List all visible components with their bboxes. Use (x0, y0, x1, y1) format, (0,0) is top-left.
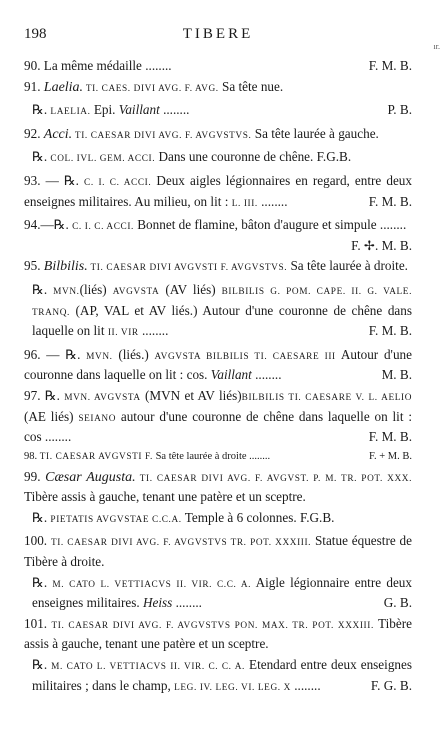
dot-leader: ........ (159, 102, 190, 118)
entry-text: BILBILIS G. POM. CAPE. II. G. VALE. TRANQ. (32, 286, 412, 318)
entry-text: TI. CAESAR DIVI AVG. F. AVGVST. P. M. TR. POT. XXX. (135, 473, 412, 484)
entry-text: AVGVSTA (112, 286, 160, 297)
entry-number: 100. (24, 533, 51, 549)
entry-text: MVN. (53, 286, 80, 297)
entry-number: ℞. (32, 281, 54, 297)
dot-leader: ........ (138, 323, 169, 339)
entry-list (24, 57, 412, 697)
entry-text: SEIANO (78, 413, 117, 424)
entry-text: Vaillant (210, 367, 252, 383)
entry-number: 92. (24, 125, 44, 141)
entry-text: TI. CAESAR DIVI AVG. F. AVGVSTVS. (72, 130, 252, 141)
margin-note: ır. (433, 42, 440, 51)
entry-number: ℞. (32, 149, 51, 165)
catalog-entry (24, 57, 412, 75)
entry-text: Heiss (142, 595, 173, 611)
catalog-entry (24, 101, 412, 122)
entry-number: 91. (24, 78, 44, 94)
entry-text: Sa tête laurée à droite (152, 450, 247, 462)
entry-number: 99. (24, 468, 46, 484)
entry-text: La même médaille (43, 58, 142, 73)
entry-text: Tibère assis à gauche, tenant une patère et un sceptre. (24, 615, 412, 652)
entry-text: (AP, VAL et AV liés.) Autour d'une couronne de chêne dans laquelle on lit (32, 302, 412, 339)
dot-leader: ........ (172, 595, 202, 611)
dot-leader: ........ (246, 450, 271, 462)
entry-text: L. III. (231, 198, 258, 209)
entry-text: Bonnet de flamine, bâton d'augure et simpule (133, 217, 377, 233)
entry-text: Deux aigles légionnaires en regard, entre deux enseignes militaires. Au milieu, on lit : (24, 172, 412, 209)
catalog-entry (24, 509, 412, 530)
collection-reference: F. + M. B. (368, 450, 412, 462)
collection-reference: M. B. (381, 367, 412, 383)
dot-leader: ........ (251, 367, 282, 383)
page-number: 198 (24, 26, 47, 42)
catalog-entry (24, 172, 412, 213)
entry-number: 96. — ℞. (24, 346, 87, 362)
entry-text: (liés) (79, 281, 113, 297)
entry-text: Cæsar Augusta. (45, 469, 136, 485)
entry-text: (AV liés) (159, 281, 222, 297)
entry-text: Tibère assis à gauche, tenant une patère et un sceptre. (24, 489, 306, 505)
collection-reference: F. M. B. (368, 429, 412, 445)
entry-text: C. I. C. ACCI. (84, 177, 152, 188)
catalog-entry (24, 615, 412, 653)
collection-reference: F. M. B. (368, 58, 412, 73)
entry-number: 101. (24, 615, 52, 631)
catalog-entry (24, 125, 412, 146)
collection-reference: G. B. (383, 595, 412, 611)
collection-reference: F. G. B. (370, 677, 412, 693)
running-title: TIBERE (182, 26, 254, 42)
dot-leader: ........ (257, 193, 288, 209)
catalog-entry (24, 78, 412, 99)
entry-text: Sa tête laurée à droite. (287, 258, 408, 274)
entry-text: (AE liés) (24, 408, 79, 424)
entry-text: PIETATIS AVGVSTAE C.C.A. (50, 514, 182, 525)
entry-text: Statue équestre de Tibère à droite. (24, 533, 412, 570)
entry-text: Etendard entre deux enseignes militaires ; dans le champ, (32, 657, 412, 693)
catalog-entry (24, 449, 412, 465)
catalog-entry (24, 281, 412, 343)
entry-text: Bilbilis. (43, 259, 88, 275)
dot-leader: ........ (41, 429, 72, 445)
catalog-entry (24, 656, 412, 697)
entry-text: TI. CAESAR DIVI AVGVSTI F. AVGVSTVS. (87, 263, 288, 274)
catalog-entry (24, 532, 412, 570)
catalog-entry (24, 574, 412, 612)
page-header (24, 26, 412, 43)
entry-text: AVGVSTA BILBILIS TI. CAESARE III (154, 351, 336, 362)
dot-leader: ........ (141, 58, 172, 73)
entry-text: Temple à 6 colonnes. F.G.B. (181, 509, 335, 525)
entry-text: Laelia. (43, 79, 84, 95)
entry-text: MVN. AVGVSTA (64, 392, 141, 403)
catalog-entry (24, 257, 412, 278)
collection-reference: P. B. (387, 102, 412, 118)
entry-text: LEG. IV. LEG. VI. LEG. X (174, 682, 291, 693)
entry-text: Epi. (90, 102, 119, 118)
entry-text: LAELIA. (50, 107, 91, 118)
entry-text: Acci. (43, 126, 73, 142)
entry-text: II. VIR (107, 328, 139, 339)
entry-text: TI. CAESAR DIVI AVG. F. AVGVSTVS PON. MAX. TR. POT. XXXIII. (51, 620, 374, 631)
entry-number: ℞. (32, 102, 51, 118)
entry-number: 90. (24, 58, 44, 73)
entry-text: Autour d'une couronne dans laquelle on lit : cos. (24, 346, 412, 383)
entry-text: TI. CAESAR DIVI AVG. F. AVGVSTVS TR. POT. XXXIII. (50, 538, 312, 549)
entry-text: (liés.) (112, 346, 155, 362)
catalog-entry (24, 148, 412, 169)
entry-number: 95. (24, 258, 44, 274)
dot-leader: ........ (290, 677, 321, 693)
catalog-entry (24, 468, 412, 506)
entry-number: ℞. (32, 657, 52, 673)
entry-number: 97. ℞. (24, 387, 65, 403)
entry-text: M. CATO L. VETTIACVS II. VIR. C.C. A. (52, 579, 252, 590)
entry-text: autour d'une couronne de chêne dans laquelle on lit : cos (24, 408, 412, 445)
entry-text: (MVN et AV liés) (140, 387, 242, 403)
dot-leader: ........ (376, 217, 407, 233)
entry-text: BILBILIS TI. CAESARE V. L. AELIO (241, 392, 413, 403)
entry-text: TI. CAES. DIVI AVG. F. AVG. (83, 83, 219, 94)
catalog-entry (24, 346, 412, 384)
catalog-entry (24, 387, 412, 446)
collection-reference: F. ✢. M. B. (351, 237, 412, 253)
entry-text: COL. IVL. GEM. ACCI. (50, 154, 156, 165)
entry-text: Dans une couronne de chêne. F.G.B. (155, 149, 352, 165)
entry-text: Sa tête laurée à gauche. (251, 125, 379, 141)
entry-number: ℞. (32, 509, 51, 525)
entry-text: Vaillant (118, 102, 160, 118)
entry-text: C. I. C. ACCI. (72, 222, 134, 233)
entry-number: 98. (24, 450, 40, 462)
collection-reference: F. M. B. (368, 323, 412, 339)
entry-text: M. CATO L. VETTIACVS II. VIR. C. C. A. (51, 662, 245, 673)
entry-text: Aigle légionnaire entre deux enseignes militaires. (32, 574, 412, 611)
entry-number: 93. — ℞. (24, 172, 85, 188)
entry-number: ℞. (32, 574, 53, 590)
entry-text: Sa tête nue. (218, 78, 284, 94)
catalog-entry (24, 216, 412, 254)
entry-text: MVN. (86, 351, 113, 362)
collection-reference: F. M. B. (368, 193, 412, 209)
entry-number: 94.—℞. (24, 217, 73, 233)
entry-text: TI. CAESAR AVGVSTI F. (39, 451, 153, 462)
